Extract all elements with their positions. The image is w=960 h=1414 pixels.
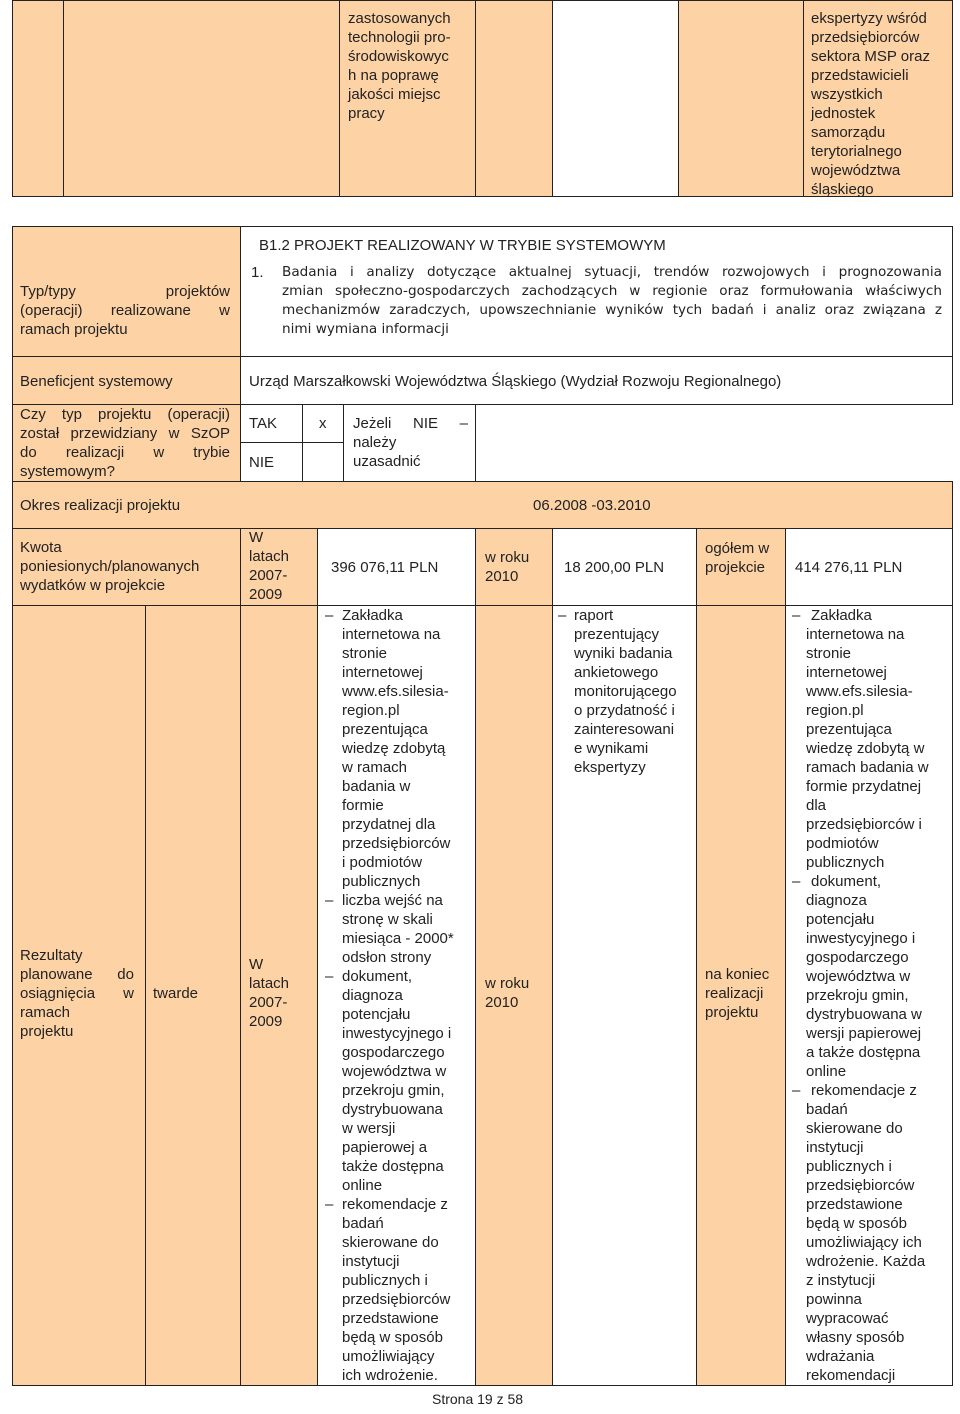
bullet-line: wiedzę zdobytą w xyxy=(806,740,925,757)
costs-y0709-line: 2009 xyxy=(249,586,283,603)
top-col2-text-line: pracy xyxy=(348,105,385,122)
systemic-divider xyxy=(240,442,303,443)
page-number: Strona 19 z 58 xyxy=(432,1391,524,1407)
type-label-line: Typ/typy projektów xyxy=(20,283,230,300)
bullet-line: badań xyxy=(342,1215,384,1232)
bullet-line: rekomendacje z xyxy=(342,1196,448,1213)
systemic-question-line: do realizacji w trybie xyxy=(20,444,230,461)
costs-y0709-line: 2007- xyxy=(249,567,288,584)
results-end-line: na koniec xyxy=(705,966,770,983)
bullet-line: online xyxy=(806,1063,847,1080)
bullet-line: wiedzę zdobytą xyxy=(342,740,446,757)
top-col6-text-line: sektora MSP oraz xyxy=(811,48,930,65)
top-col2-text-line: jakości miejsc xyxy=(348,86,441,103)
top-col2-text-line: zastosowanych xyxy=(348,10,451,27)
bullet-line: gospodarczego xyxy=(806,949,909,966)
dash-bullet-icon: – xyxy=(792,607,801,624)
results-y0709-line: 2009 xyxy=(249,1013,283,1030)
bullet-line: odsłon strony xyxy=(342,949,432,966)
bullet-line: ekspertyzy xyxy=(574,759,646,776)
bullet-line: instytucji xyxy=(342,1253,400,1270)
dash-bullet-icon: – xyxy=(325,1196,334,1213)
bullet-line: województwa w xyxy=(806,968,911,985)
results-label-line: osiągnięcia w xyxy=(20,985,134,1002)
costs-label-line: wydatków w projekcie xyxy=(20,577,166,594)
costs-total-line: ogółem w xyxy=(705,540,770,557)
bullet-item xyxy=(325,606,473,891)
dash-bullet-icon: – xyxy=(792,1082,801,1099)
bullet-line: także dostępna xyxy=(342,1158,444,1175)
costs-total-line: projekcie xyxy=(705,559,766,576)
beneficiary-label: Beneficjent systemowy xyxy=(20,373,173,390)
systemic-no: NIE xyxy=(249,454,275,471)
bullet-line: rekomendacji xyxy=(806,1367,896,1384)
costs-y2010-line: w roku xyxy=(485,549,530,566)
bullet-line: przydatnej dla xyxy=(342,816,436,833)
bullet-line: papierowej a xyxy=(342,1139,428,1156)
bullet-line: i podmiotów xyxy=(342,854,423,871)
systemic-note xyxy=(353,414,468,471)
costs-y0709 xyxy=(249,528,289,604)
systemic-yes: TAK xyxy=(249,415,278,432)
costs-label-line: Kwota xyxy=(20,539,62,556)
bullet-line: diagnoza xyxy=(806,892,867,909)
systemic-note-line: Jeżeli NIE – xyxy=(353,415,468,432)
costs-y0709-line: latach xyxy=(249,548,290,565)
top-col5 xyxy=(678,0,804,197)
bullet-line: umożliwiający ich xyxy=(806,1234,922,1251)
results-end-line: realizacji xyxy=(705,985,764,1002)
top-col6-text-line: wszystkich xyxy=(811,86,883,103)
top-col2-text-line: środowiskowyc xyxy=(348,48,449,65)
systemic-mark-divider xyxy=(302,442,344,443)
dash-bullet-icon: – xyxy=(325,607,334,624)
bullet-line: raport xyxy=(574,607,614,624)
results-y0709-line: 2007- xyxy=(249,994,288,1011)
bullet-line: a także dostępna xyxy=(806,1044,921,1061)
bullet-line: skierowane do xyxy=(806,1120,903,1137)
bullet-line: w ramach xyxy=(342,759,408,776)
bullet-item xyxy=(558,606,693,777)
top-col-blank xyxy=(12,0,64,197)
bullet-line: badań xyxy=(806,1101,848,1118)
bullet-item xyxy=(792,1081,950,1385)
bullet-line: inwestycyjnego i xyxy=(342,1025,452,1042)
bullet-line: o przydatność i xyxy=(574,702,675,719)
costs-total xyxy=(705,539,769,577)
results-hard-label: twarde xyxy=(153,985,199,1002)
bullet-line: ich wdrożenie. xyxy=(342,1367,438,1384)
costs-amount2010: 18 200,00 PLN xyxy=(564,559,665,576)
results-y2010-line: 2010 xyxy=(485,994,519,1011)
bullet-line: skierowane do xyxy=(342,1234,439,1251)
bullet-line: dystrybuowana xyxy=(342,1101,443,1118)
bullet-line: miesiąca - 2000* xyxy=(342,930,454,947)
bullet-line: stronę w skali xyxy=(342,911,433,928)
costs-label-line: poniesionych/planowanych xyxy=(20,558,200,575)
bullet-line: inwestycyjnego i xyxy=(806,930,916,947)
bullet-line: stronie xyxy=(806,645,852,662)
bullet-line: potencjału xyxy=(806,911,875,928)
project-item-line: mechanizmów zaradczych, upowszechnianie wyników tych badań i analiz oraz związana z xyxy=(282,302,942,318)
bullet-line: dokument, xyxy=(811,873,882,890)
bullet-line: województwa w xyxy=(342,1063,447,1080)
beneficiary-value: Urząd Marszałkowski Województwa Śląskiego (Wydział Rozwoju Regionalnego) xyxy=(249,373,782,390)
project-item-line: Badania i analizy dotyczące aktualnej sytuacji, trendów rozwojowych i prognozowania xyxy=(282,264,942,280)
costs-amounttotal: 414 276,11 PLN xyxy=(795,559,903,576)
period-value: 06.2008 -03.2010 xyxy=(533,497,651,514)
results-list-2010 xyxy=(558,606,693,777)
results-list-0709 xyxy=(325,606,473,1385)
costs-y2010-line: 2010 xyxy=(485,568,519,585)
bullet-line: podmiotów xyxy=(806,835,879,852)
bullet-line: wdrażania xyxy=(806,1348,875,1365)
top-col2-text-line: h na poprawę xyxy=(348,67,439,84)
top-col6-text-line: jednostek xyxy=(811,105,876,122)
bullet-line: prezentujący xyxy=(574,626,660,643)
bullet-item xyxy=(325,891,473,967)
project-item-number: 1. xyxy=(251,264,264,281)
bullet-line: własny sposób xyxy=(806,1329,905,1346)
bullet-line: wersji papierowej xyxy=(806,1025,922,1042)
bullet-line: przekroju gmin, xyxy=(342,1082,445,1099)
bullet-line: internetowa na xyxy=(806,626,905,643)
bullet-line: wypracować xyxy=(806,1310,889,1327)
top-col6-text-line: województwa xyxy=(811,162,901,179)
costs-amount0709: 396 076,11 PLN xyxy=(331,559,439,576)
bullet-line: ankietowego xyxy=(574,664,659,681)
results-y0709 xyxy=(249,955,289,1031)
bullet-item xyxy=(792,872,950,1081)
results-end-line: projektu xyxy=(705,1004,759,1021)
costs-label xyxy=(20,538,199,595)
bullet-line: publicznych xyxy=(342,873,421,890)
top-col6-text-line: samorządu xyxy=(811,124,886,141)
bullet-line: monitorującego xyxy=(574,683,677,700)
bullet-line: w wersji xyxy=(342,1120,396,1137)
bullet-line: rekomendacje z xyxy=(811,1082,917,1099)
top-col4 xyxy=(552,0,679,197)
bullet-line: badania w xyxy=(342,778,411,795)
bullet-line: instytucji xyxy=(806,1139,864,1156)
bullet-line: dla xyxy=(806,797,827,814)
top-col2-text xyxy=(348,9,451,123)
bullet-line: publicznych xyxy=(806,854,885,871)
results-y2010 xyxy=(485,974,529,1012)
bullet-line: prezentująca xyxy=(342,721,428,738)
bullet-line: będą w sposób xyxy=(342,1329,443,1346)
bullet-line: region.pl xyxy=(342,702,400,719)
bullet-line: region.pl xyxy=(806,702,864,719)
bullet-line: przekroju gmin, xyxy=(806,987,909,1004)
project-item-line: nimi wymiana informacji xyxy=(282,321,449,337)
results-y0709-line: latach xyxy=(249,975,290,992)
results-label-line: planowane do xyxy=(20,966,134,983)
top-col2-text-line: technologii pro- xyxy=(348,29,451,46)
top-col6-text-line: przedsiębiorców xyxy=(811,29,920,46)
results-label-line: ramach xyxy=(20,1004,71,1021)
bullet-line: potencjału xyxy=(342,1006,411,1023)
bullet-line: powinna xyxy=(806,1291,862,1308)
dash-bullet-icon: – xyxy=(325,968,334,985)
bullet-line: umożliwiający xyxy=(342,1348,435,1365)
bullet-line: przedsiębiorców xyxy=(342,835,451,852)
type-label-text xyxy=(20,282,230,339)
bullet-line: formie przydatnej xyxy=(806,778,922,795)
systemic-question-line: systemowym? xyxy=(20,463,116,480)
bullet-line: www.efs.silesia- xyxy=(806,683,913,700)
bullet-line: Zakładka xyxy=(811,607,872,624)
top-col6-text-line: przedstawicieli xyxy=(811,67,909,84)
systemic-note-line: należy xyxy=(353,434,397,451)
bullet-line: internetowej xyxy=(342,664,423,681)
bullet-line: ramach badania w xyxy=(806,759,929,776)
bullet-line: dokument, xyxy=(342,968,413,985)
bullet-line: wyniki badania xyxy=(574,645,673,662)
systemic-note-line: uzasadnić xyxy=(353,453,421,470)
bullet-line: przedstawione xyxy=(806,1196,903,1213)
bullet-line: dystrybuowana w xyxy=(806,1006,922,1023)
bullet-line: będą w sposób xyxy=(806,1215,907,1232)
results-label-line: Rezultaty xyxy=(20,947,83,964)
systemic-question-text xyxy=(20,405,230,481)
top-col-blank-2 xyxy=(63,0,340,197)
bullet-line: publicznych i xyxy=(806,1158,892,1175)
bullet-line: publicznych i xyxy=(342,1272,428,1289)
bullet-item xyxy=(325,1195,473,1385)
bullet-line: przedsiębiorców xyxy=(806,1177,915,1194)
bullet-item xyxy=(792,606,950,872)
bullet-line: formie xyxy=(342,797,384,814)
bullet-line: przedsiębiorców xyxy=(342,1291,451,1308)
project-item-line: zmian społeczno-gospodarczych zachodzących w regionie oraz formułowania właściwych xyxy=(282,283,942,299)
bullet-line: stronie xyxy=(342,645,388,662)
costs-y0709-line: W xyxy=(249,529,264,546)
bullet-line: liczba wejść na xyxy=(342,892,443,909)
results-list-end xyxy=(792,606,950,1385)
bullet-line: www.efs.silesia- xyxy=(342,683,449,700)
top-col6-text xyxy=(811,9,930,199)
type-label-line: ramach projektu xyxy=(20,321,128,338)
systemic-question-line: Czy typ projektu (operacji) xyxy=(20,406,230,423)
period-label: Okres realizacji projektu xyxy=(20,497,181,514)
dash-bullet-icon: – xyxy=(558,607,567,624)
bullet-line: prezentująca xyxy=(806,721,892,738)
dash-bullet-icon: – xyxy=(325,892,334,909)
top-col3 xyxy=(475,0,553,197)
bullet-line: internetowa na xyxy=(342,626,441,643)
costs-y2010 xyxy=(485,548,529,586)
bullet-line: przedstawione xyxy=(342,1310,439,1327)
results-label xyxy=(20,946,134,1041)
bullet-line: zainteresowani xyxy=(574,721,675,738)
project-item-text xyxy=(282,263,942,339)
bullet-line: diagnoza xyxy=(342,987,403,1004)
type-label-line: (operacji) realizowane w xyxy=(20,302,230,319)
bullet-line: Zakładka xyxy=(342,607,403,624)
bullet-line: e wynikami xyxy=(574,740,649,757)
bullet-line: z instytucji xyxy=(806,1272,876,1289)
results-y0709-line: W xyxy=(249,956,264,973)
dash-bullet-icon: – xyxy=(792,873,801,890)
bullet-item xyxy=(325,967,473,1195)
top-col6-text-line: ekspertyzy wśród xyxy=(811,10,927,27)
top-col6-text-line: terytorialnego xyxy=(811,143,902,160)
bullet-line: gospodarczego xyxy=(342,1044,445,1061)
results-y2010-line: w roku xyxy=(485,975,530,992)
systemic-mark: x xyxy=(319,415,327,432)
project-heading: B1.2 PROJEKT REALIZOWANY W TRYBIE SYSTEMOWYM xyxy=(259,237,666,254)
bullet-line: online xyxy=(342,1177,383,1194)
results-label-line: projektu xyxy=(20,1023,74,1040)
bullet-line: internetowej xyxy=(806,664,887,681)
bullet-line: przedsiębiorców i xyxy=(806,816,922,833)
results-end xyxy=(705,965,769,1022)
top-col6-text-line: śląskiego xyxy=(811,181,874,198)
systemic-question-line: został przewidziany w SzOP xyxy=(20,425,230,442)
bullet-line: wdrożenie. Każda xyxy=(806,1253,926,1270)
